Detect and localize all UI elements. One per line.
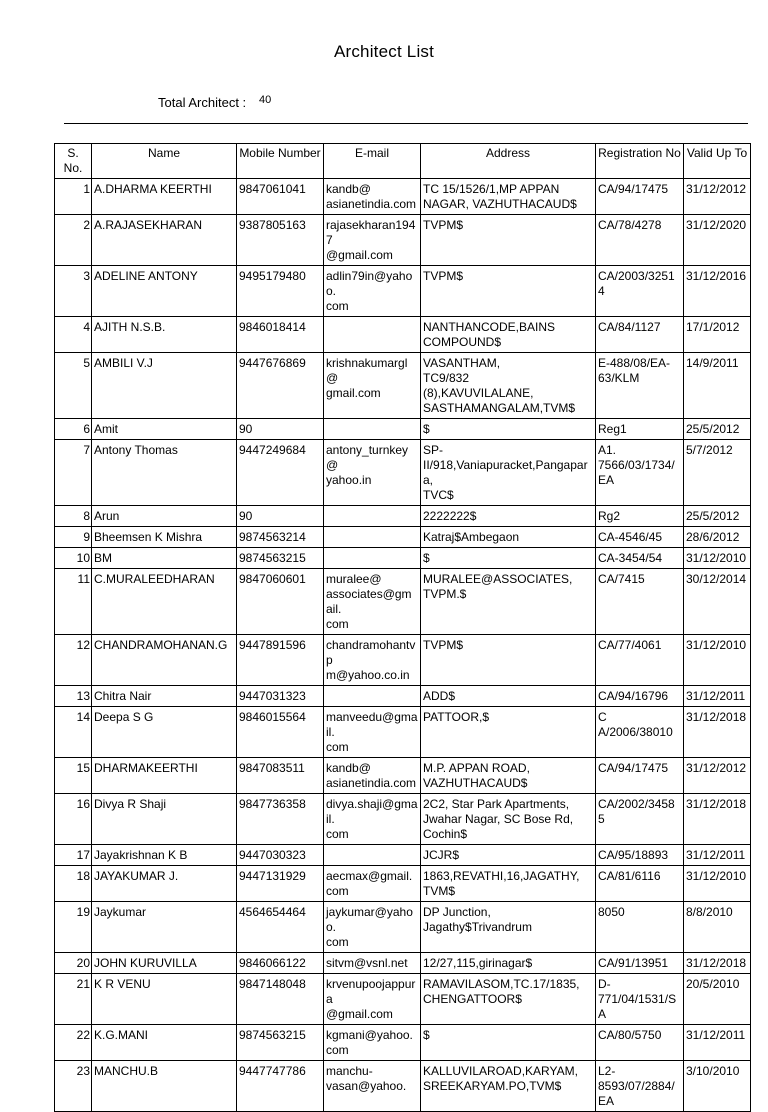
cell-email [324, 548, 421, 569]
cell-email: divya.shaji@gmail. com [324, 794, 421, 845]
cell-address: TVPM$ [421, 266, 596, 317]
table-row [55, 179, 751, 215]
cell-registration: C A/2006/38010 [596, 707, 684, 758]
cell-address: RAMAVILASOM,TC.17/1835, CHENGATTOOR$ [421, 974, 596, 1025]
cell-sno: 12 [55, 635, 92, 686]
cell-name: Deepa S G [92, 707, 237, 758]
cell-registration: Rg2 [596, 506, 684, 527]
cell-sno: 8 [55, 506, 92, 527]
cell-name: K.G.MANI [92, 1025, 237, 1061]
cell-mobile: 9447031323 [237, 686, 324, 707]
cell-sno: 21 [55, 974, 92, 1025]
table-body [55, 179, 751, 1112]
cell-sno: 16 [55, 794, 92, 845]
cell-name: K R VENU [92, 974, 237, 1025]
cell-address: VASANTHAM, TC9/832 (8),KAVUVILALANE, SASTHAMANGALAM,TVM$ [421, 353, 596, 419]
cell-address: 12/27,115,girinagar$ [421, 953, 596, 974]
cell-valid-up-to: 31/12/2018 [684, 794, 751, 845]
total-architect-value: 40 [259, 94, 272, 106]
cell-valid-up-to: 31/12/2010 [684, 635, 751, 686]
col-header-mobile: Mobile Number [237, 144, 324, 179]
col-header-email: E-mail [324, 144, 421, 179]
cell-mobile: 9387805163 [237, 215, 324, 266]
cell-name: Bheemsen K Mishra [92, 527, 237, 548]
cell-email: manchu- vasan@yahoo. [324, 1061, 421, 1112]
architect-table [54, 143, 751, 1112]
cell-valid-up-to: 3/10/2010 [684, 1061, 751, 1112]
cell-sno: 22 [55, 1025, 92, 1061]
cell-registration: 8050 [596, 902, 684, 953]
cell-mobile: 9495179480 [237, 266, 324, 317]
cell-email [324, 845, 421, 866]
cell-mobile: 9847148048 [237, 974, 324, 1025]
table-row [55, 902, 751, 953]
cell-mobile: 9846015564 [237, 707, 324, 758]
cell-sno: 18 [55, 866, 92, 902]
table-row [55, 506, 751, 527]
cell-email: krishnakumargl@ gmail.com [324, 353, 421, 419]
table-row [55, 548, 751, 569]
cell-valid-up-to: 28/6/2012 [684, 527, 751, 548]
cell-mobile: 9447747786 [237, 1061, 324, 1112]
cell-registration: CA/94/17475 [596, 179, 684, 215]
cell-valid-up-to: 31/12/2011 [684, 686, 751, 707]
cell-address: JCJR$ [421, 845, 596, 866]
cell-name: JOHN KURUVILLA [92, 953, 237, 974]
cell-registration: CA/77/4061 [596, 635, 684, 686]
cell-name: Jayakrishnan K B [92, 845, 237, 866]
cell-address: MURALEE@ASSOCIATES, TVPM.$ [421, 569, 596, 635]
page-title: Architect List [333, 42, 435, 61]
cell-mobile: 9447891596 [237, 635, 324, 686]
col-header-address: Address [421, 144, 596, 179]
table-row [55, 419, 751, 440]
cell-email: antony_turnkey@ yahoo.in [324, 440, 421, 506]
cell-email: manveedu@gmail. com [324, 707, 421, 758]
cell-valid-up-to: 31/12/2018 [684, 707, 751, 758]
col-header-registration: Registration No [596, 144, 684, 179]
cell-address: TC 15/1526/1,MP APPAN NAGAR, VAZHUTHACAUD$ [421, 179, 596, 215]
cell-mobile: 9847061041 [237, 179, 324, 215]
cell-registration: E-488/08/EA- 63/KLM [596, 353, 684, 419]
cell-sno: 10 [55, 548, 92, 569]
cell-registration: CA/91/13951 [596, 953, 684, 974]
cell-name: ADELINE ANTONY [92, 266, 237, 317]
cell-name: A.DHARMA KEERTHI [92, 179, 237, 215]
cell-mobile: 9874563215 [237, 548, 324, 569]
table-row [55, 353, 751, 419]
cell-registration: L2- 8593/07/2884/EA [596, 1061, 684, 1112]
cell-name: BM [92, 548, 237, 569]
cell-mobile: 9447249684 [237, 440, 324, 506]
cell-sno: 14 [55, 707, 92, 758]
cell-name: JAYAKUMAR J. [92, 866, 237, 902]
cell-address: TVPM$ [421, 215, 596, 266]
cell-email: jaykumar@yahoo. com [324, 902, 421, 953]
cell-address: NANTHANCODE,BAINS COMPOUND$ [421, 317, 596, 353]
cell-mobile: 90 [237, 506, 324, 527]
cell-address: DP Junction, Jagathy$Trivandrum [421, 902, 596, 953]
cell-registration: CA/2002/34585 [596, 794, 684, 845]
cell-name: Jaykumar [92, 902, 237, 953]
cell-name: DHARMAKEERTHI [92, 758, 237, 794]
cell-email: krvenupoojappura @gmail.com [324, 974, 421, 1025]
cell-email: kandb@ asianetindia.com [324, 179, 421, 215]
cell-registration: Reg1 [596, 419, 684, 440]
cell-registration: CA-3454/54 [596, 548, 684, 569]
cell-valid-up-to: 31/12/2012 [684, 179, 751, 215]
table-row [55, 527, 751, 548]
cell-address: 1863,REVATHI,16,JAGATHY, TVM$ [421, 866, 596, 902]
cell-sno: 9 [55, 527, 92, 548]
cell-email: sitvm@vsnl.net [324, 953, 421, 974]
cell-mobile: 9447030323 [237, 845, 324, 866]
cell-address: 2C2, Star Park Apartments, Jwahar Nagar, SC Bose Rd, Cochin$ [421, 794, 596, 845]
cell-sno: 19 [55, 902, 92, 953]
cell-registration: CA/2003/32514 [596, 266, 684, 317]
cell-valid-up-to: 31/12/2016 [684, 266, 751, 317]
cell-name: AJITH N.S.B. [92, 317, 237, 353]
cell-email: rajasekharan1947 @gmail.com [324, 215, 421, 266]
cell-sno: 23 [55, 1061, 92, 1112]
cell-sno: 15 [55, 758, 92, 794]
table-row [55, 974, 751, 1025]
cell-valid-up-to: 31/12/2010 [684, 548, 751, 569]
cell-valid-up-to: 5/7/2012 [684, 440, 751, 506]
cell-valid-up-to: 17/1/2012 [684, 317, 751, 353]
cell-valid-up-to: 31/12/2011 [684, 1025, 751, 1061]
cell-mobile: 9447676869 [237, 353, 324, 419]
cell-email: kandb@ asianetindia.com [324, 758, 421, 794]
cell-mobile: 9874563214 [237, 527, 324, 548]
cell-mobile: 9447131929 [237, 866, 324, 902]
cell-sno: 1 [55, 179, 92, 215]
cell-name: AMBILI V.J [92, 353, 237, 419]
col-header-name: Name [92, 144, 237, 179]
cell-email [324, 506, 421, 527]
cell-mobile: 9847736358 [237, 794, 324, 845]
cell-address: $ [421, 419, 596, 440]
cell-registration: CA/94/16796 [596, 686, 684, 707]
cell-valid-up-to: 31/12/2020 [684, 215, 751, 266]
cell-address: PATTOOR,$ [421, 707, 596, 758]
cell-sno: 13 [55, 686, 92, 707]
cell-sno: 5 [55, 353, 92, 419]
cell-valid-up-to: 30/12/2014 [684, 569, 751, 635]
cell-address: Katraj$Ambegaon [421, 527, 596, 548]
cell-valid-up-to: 25/5/2012 [684, 419, 751, 440]
table-row [55, 1061, 751, 1112]
cell-name: Chitra Nair [92, 686, 237, 707]
cell-valid-up-to: 8/8/2010 [684, 902, 751, 953]
cell-sno: 11 [55, 569, 92, 635]
table-row [55, 866, 751, 902]
cell-valid-up-to: 25/5/2012 [684, 506, 751, 527]
cell-mobile: 9874563215 [237, 1025, 324, 1061]
cell-address: TVPM$ [421, 635, 596, 686]
cell-registration: CA/81/6116 [596, 866, 684, 902]
cell-mobile: 4564654464 [237, 902, 324, 953]
cell-email [324, 527, 421, 548]
cell-email [324, 686, 421, 707]
cell-registration: CA/7415 [596, 569, 684, 635]
cell-address: SP- II/918,Vaniapuracket,Pangapara, TVC$ [421, 440, 596, 506]
cell-registration: CA/78/4278 [596, 215, 684, 266]
cell-mobile: 9846066122 [237, 953, 324, 974]
cell-name: A.RAJASEKHARAN [92, 215, 237, 266]
col-header-valid-up-to: Valid Up To [684, 144, 751, 179]
cell-registration: A1. 7566/03/1734/EA [596, 440, 684, 506]
cell-sno: 3 [55, 266, 92, 317]
table-row [55, 266, 751, 317]
cell-valid-up-to: 31/12/2012 [684, 758, 751, 794]
cell-sno: 6 [55, 419, 92, 440]
cell-name: MANCHU.B [92, 1061, 237, 1112]
cell-email: chandramohantvp m@yahoo.co.in [324, 635, 421, 686]
total-architect-label: Total Architect : [158, 95, 247, 110]
cell-name: Amit [92, 419, 237, 440]
table-row [55, 440, 751, 506]
cell-sno: 4 [55, 317, 92, 353]
cell-email: muralee@ associates@gmail. com [324, 569, 421, 635]
cell-sno: 17 [55, 845, 92, 866]
cell-registration: CA-4546/45 [596, 527, 684, 548]
cell-email [324, 317, 421, 353]
cell-valid-up-to: 31/12/2018 [684, 953, 751, 974]
cell-address: $ [421, 548, 596, 569]
cell-registration: D- 771/04/1531/SA [596, 974, 684, 1025]
cell-valid-up-to: 20/5/2010 [684, 974, 751, 1025]
table-row [55, 845, 751, 866]
table-row [55, 758, 751, 794]
table-row [55, 569, 751, 635]
cell-address: ADD$ [421, 686, 596, 707]
cell-valid-up-to: 31/12/2011 [684, 845, 751, 866]
table-row [55, 635, 751, 686]
cell-registration: CA/94/17475 [596, 758, 684, 794]
cell-mobile: 9847060601 [237, 569, 324, 635]
cell-name: CHANDRAMOHANAN.G [92, 635, 237, 686]
cell-registration: CA/84/1127 [596, 317, 684, 353]
cell-address: KALLUVILAROAD,KARYAM, SREEKARYAM.PO,TVM$ [421, 1061, 596, 1112]
cell-address: 2222222$ [421, 506, 596, 527]
cell-mobile: 90 [237, 419, 324, 440]
cell-valid-up-to: 14/9/2011 [684, 353, 751, 419]
cell-email [324, 419, 421, 440]
cell-email: aecmax@gmail. com [324, 866, 421, 902]
cell-email: adlin79in@yahoo. com [324, 266, 421, 317]
cell-address: M.P. APPAN ROAD, VAZHUTHACAUD$ [421, 758, 596, 794]
cell-mobile: 9847083511 [237, 758, 324, 794]
cell-registration: CA/80/5750 [596, 1025, 684, 1061]
cell-sno: 2 [55, 215, 92, 266]
cell-registration: CA/95/18893 [596, 845, 684, 866]
cell-valid-up-to: 31/12/2010 [684, 866, 751, 902]
cell-address: $ [421, 1025, 596, 1061]
cell-mobile: 9846018414 [237, 317, 324, 353]
cell-name: C.MURALEEDHARAN [92, 569, 237, 635]
cell-name: Divya R Shaji [92, 794, 237, 845]
cell-name: Antony Thomas [92, 440, 237, 506]
table-row [55, 215, 751, 266]
table-row [55, 686, 751, 707]
table-header-row [55, 144, 751, 179]
table-row [55, 953, 751, 974]
col-header-sno: S. No. [55, 144, 92, 179]
table-row [55, 1025, 751, 1061]
cell-email: kgmani@yahoo. com [324, 1025, 421, 1061]
cell-name: Arun [92, 506, 237, 527]
table-row [55, 794, 751, 845]
cell-sno: 20 [55, 953, 92, 974]
table-row [55, 707, 751, 758]
cell-sno: 7 [55, 440, 92, 506]
table-row [55, 317, 751, 353]
